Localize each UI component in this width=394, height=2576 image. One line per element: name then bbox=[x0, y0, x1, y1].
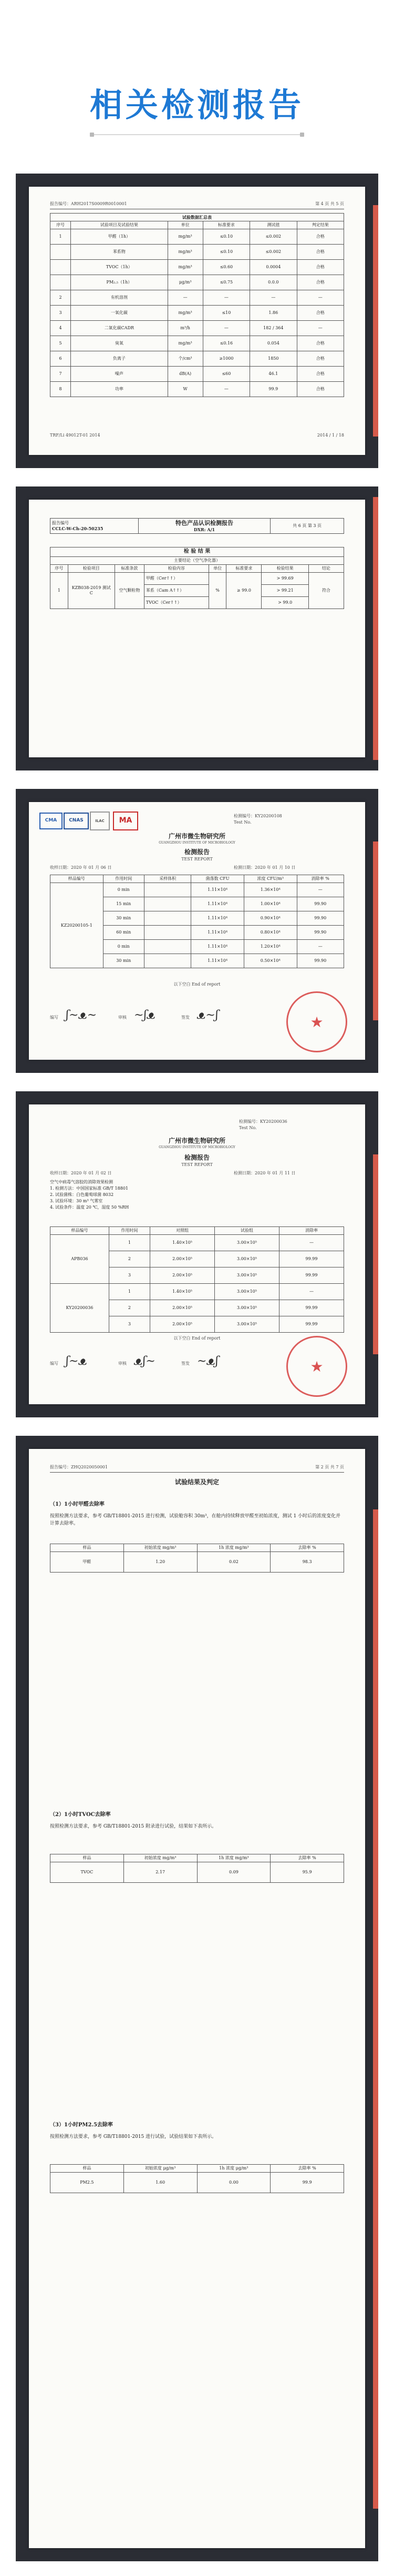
table-cell: 99.90 bbox=[297, 897, 344, 911]
table-cell: 1.86 bbox=[250, 306, 297, 321]
column-header: 序号 bbox=[50, 564, 68, 572]
table-cell: — bbox=[203, 290, 250, 306]
table-cell bbox=[50, 275, 71, 290]
table-cell: 99.99 bbox=[279, 1300, 344, 1316]
section-title: 检 验 结 果 bbox=[50, 547, 344, 557]
table-cell: 5 bbox=[50, 336, 71, 351]
table-cell: — bbox=[279, 1284, 344, 1300]
table-cell: 6 bbox=[50, 351, 71, 367]
table-cell: 1 bbox=[109, 1235, 150, 1251]
row-line-2: 苯系（Cam A↑↑） bbox=[144, 585, 209, 597]
table-cell: 1.00×10⁴ bbox=[244, 897, 297, 911]
table-cell: 功率 bbox=[71, 382, 168, 397]
table-cell: 0 min bbox=[103, 940, 144, 954]
table-cell bbox=[50, 245, 71, 260]
sign-label-approver: 签发 bbox=[181, 1361, 190, 1366]
result-table bbox=[50, 2164, 344, 2193]
column-header: 采样体积 bbox=[144, 875, 191, 883]
subsection-heading: （2）1小时TVOC去除率 bbox=[50, 1812, 111, 1818]
test-number: 检测编号：KY20200036 bbox=[239, 1119, 287, 1124]
table-cell: μg/m³ bbox=[168, 275, 203, 290]
table-cell: ≤10 bbox=[203, 306, 250, 321]
tested-date: 检测日期：2020 年 01 月 11 日 bbox=[234, 1171, 296, 1175]
section-title: 试验结果及判定 bbox=[174, 1478, 219, 1486]
signature: ʃ~ᴥ~ bbox=[66, 1009, 97, 1022]
summary-table bbox=[50, 213, 344, 397]
table-cell: — bbox=[297, 290, 344, 306]
column-header: 标准要求 bbox=[226, 564, 262, 572]
official-seal: ★ bbox=[286, 991, 347, 1052]
table-cell: 1 bbox=[109, 1284, 150, 1300]
table-cell: 1.20 bbox=[123, 1552, 197, 1573]
table-cell: TVOC bbox=[50, 1862, 124, 1883]
table-cell: 2 bbox=[109, 1300, 150, 1316]
received-date: 收样日期：2020 年 01 月 02 日 bbox=[50, 1171, 112, 1175]
table-cell: 99.90 bbox=[297, 926, 344, 940]
table-cell: 合格 bbox=[297, 351, 344, 367]
table-cell: 0.80×10⁴ bbox=[244, 926, 297, 940]
table-cell: 4 bbox=[50, 321, 71, 336]
test-info bbox=[50, 1179, 129, 1211]
table-cell: TVOC（1h） bbox=[71, 260, 168, 275]
ilac-logo: ILAC bbox=[90, 812, 110, 830]
column-header: 消除率 % bbox=[297, 875, 344, 883]
table-cell: PM2.5 bbox=[50, 2173, 124, 2193]
table-cell: 0.054 bbox=[250, 336, 297, 351]
table-cell: 合格 bbox=[297, 336, 344, 351]
row-lines bbox=[144, 572, 209, 608]
table-cell: 合格 bbox=[297, 275, 344, 290]
table-row bbox=[50, 1235, 344, 1251]
table-cell: PM₂.₅（1h） bbox=[71, 275, 168, 290]
table-cell: W bbox=[168, 382, 203, 397]
subsection-heading: （3）1小时PM2.5去除率 bbox=[50, 2122, 113, 2128]
table-cell: 0.90×10⁴ bbox=[244, 911, 297, 926]
row-item: KZB038-2019 测试 C bbox=[68, 572, 115, 608]
column-header: 样品编号 bbox=[50, 1227, 109, 1235]
table-row bbox=[50, 367, 344, 382]
binding-stripe bbox=[373, 1509, 378, 2509]
row-line-3: TVOC（Cer↑↑） bbox=[146, 600, 182, 605]
table-cell: — bbox=[297, 940, 344, 954]
column-header: 作用时间 bbox=[103, 875, 144, 883]
table-cell: ≤0.002 bbox=[250, 229, 297, 245]
column-header: 去除率 % bbox=[271, 1544, 344, 1552]
column-header: 样品编号 bbox=[50, 875, 103, 883]
institute-name-en: GUANGZHOU INSTITUTE OF MICROBIOLOGY bbox=[159, 1145, 235, 1149]
table-cell: 有机溶剂 bbox=[71, 290, 168, 306]
table-cell: ≤0.16 bbox=[203, 336, 250, 351]
table-cell: 0 min bbox=[103, 883, 144, 897]
table-cell: 1.11×10⁴ bbox=[191, 883, 244, 897]
info-line: 空气中病毒气溶胶的消除效果检测 bbox=[50, 1180, 113, 1184]
row-clause: 空气颗粒物 bbox=[115, 572, 144, 608]
table-cell: 合格 bbox=[297, 367, 344, 382]
table-cell-empty bbox=[144, 911, 191, 926]
column-header: 去除率 % bbox=[271, 2165, 344, 2173]
table-cell: 苯系物 bbox=[71, 245, 168, 260]
info-line: 4. 试验条件：温度 20 ℃，湿度 50 %RH bbox=[50, 1205, 129, 1210]
column-header: 1h 浓度 mg/m³ bbox=[197, 1544, 271, 1552]
table-row bbox=[50, 229, 344, 245]
report-subtitle: DXR: A/1 bbox=[193, 526, 215, 532]
subsection-heading: （1）1小时甲醛去除率 bbox=[50, 1502, 105, 1507]
table-cell: 2.00×10⁵ bbox=[150, 1251, 215, 1267]
column-header: 菌落数 CFU bbox=[191, 875, 244, 883]
table-cell: 0.09 bbox=[197, 1862, 271, 1883]
table-cell: mg/m³ bbox=[168, 260, 203, 275]
info-line: 1. 检测方法：中国国家标准 GB/T 18801 bbox=[50, 1186, 129, 1191]
column-header: 单位 bbox=[209, 564, 226, 572]
table-cell: ≤60 bbox=[203, 367, 250, 382]
table-row bbox=[50, 336, 344, 351]
report-panel-1 bbox=[16, 174, 378, 468]
table-row bbox=[50, 382, 344, 397]
report-number: 报告编号：ZHQ2020050001 bbox=[50, 1465, 108, 1469]
table-cell: 0.02 bbox=[197, 1552, 271, 1573]
table-cell: 30 min bbox=[103, 911, 144, 926]
table-cell: 3.00×10⁵ bbox=[215, 1300, 279, 1316]
page-title: 相关检测报告 bbox=[89, 86, 304, 124]
column-header: 作用时间 bbox=[109, 1227, 150, 1235]
table-cell: 60 min bbox=[103, 926, 144, 940]
sample-id: KZ20200105-1 bbox=[50, 883, 103, 968]
report-number: CCLC-W-Ch-20-50235 bbox=[52, 525, 103, 531]
row-conclusion: 符合 bbox=[308, 572, 344, 608]
column-header: 判定结果 bbox=[297, 221, 344, 229]
row-result-3: > 99.0 bbox=[278, 600, 293, 605]
result-table bbox=[50, 547, 344, 609]
column-header: 样品 bbox=[50, 2165, 124, 2173]
page-number: 第 2 页 共 7 页 bbox=[315, 1465, 344, 1469]
table-cell: 合格 bbox=[297, 306, 344, 321]
sign-label-reviewer: 审核 bbox=[118, 1361, 127, 1366]
table-cell: m³/h bbox=[168, 321, 203, 336]
form-code: TRF/Li 49012T-01 2014 bbox=[50, 433, 100, 438]
report-number: 报告编号：ARH2017S0009R0010001 bbox=[50, 201, 127, 206]
table-cell: 1.11×10⁴ bbox=[191, 911, 244, 926]
report-title-en: TEST REPORT bbox=[181, 857, 213, 861]
sign-label-writer: 编写 bbox=[50, 1015, 58, 1020]
table-cell: 99.99 bbox=[279, 1316, 344, 1333]
table-cell: 99.90 bbox=[297, 954, 344, 968]
table-cell: 1.60 bbox=[123, 2173, 197, 2193]
table-cell: 噪声 bbox=[71, 367, 168, 382]
column-header: 检验项目 bbox=[68, 564, 115, 572]
table-cell: 1.20×10⁴ bbox=[244, 940, 297, 954]
report-header-table bbox=[50, 518, 344, 534]
report-sheet-3 bbox=[29, 802, 365, 1060]
group-name: KY20200036 bbox=[50, 1284, 109, 1333]
institute-name-en: GUANGZHOU INSTITUTE OF MICROBIOLOGY bbox=[159, 841, 235, 845]
column-header: 序号 bbox=[50, 221, 71, 229]
table-cell: 一氧化碳 bbox=[71, 306, 168, 321]
row-req: ≥ 99.0 bbox=[226, 572, 262, 608]
report-sheet-5 bbox=[29, 1449, 365, 2548]
column-header: 初始浓度 mg/m³ bbox=[123, 1854, 197, 1862]
table-cell: 合格 bbox=[297, 260, 344, 275]
report-title-en: TEST REPORT bbox=[181, 1162, 213, 1167]
title-divider bbox=[92, 134, 302, 135]
section-subtitle: 主要结论（空气净化器） bbox=[50, 556, 344, 564]
column-header: 检验内容 bbox=[144, 564, 209, 572]
table-cell-empty bbox=[144, 883, 191, 897]
table-cell: 负离子 bbox=[71, 351, 168, 367]
column-header: 样品 bbox=[50, 1544, 124, 1552]
table-cell: 甲醛（1h） bbox=[71, 229, 168, 245]
table-cell: — bbox=[250, 290, 297, 306]
test-table bbox=[50, 875, 344, 968]
table-cell: ≤0.10 bbox=[203, 245, 250, 260]
test-number: 检测编号：KY20200108 bbox=[234, 814, 282, 818]
table-cell: 1.11×10⁴ bbox=[191, 926, 244, 940]
info-line: 2. 试验菌株：白色葡萄球菌 8032 bbox=[50, 1192, 114, 1197]
table-cell: 合格 bbox=[297, 245, 344, 260]
table-cell: 0.0.0 bbox=[250, 275, 297, 290]
table-cell: 7 bbox=[50, 367, 71, 382]
table-cell: ≤0.10 bbox=[203, 229, 250, 245]
table-cell: ≤0.60 bbox=[203, 260, 250, 275]
table-cell: — bbox=[168, 290, 203, 306]
table-cell: 二氧化碳CADR bbox=[71, 321, 168, 336]
table-row bbox=[50, 1862, 344, 1883]
table-cell: 8 bbox=[50, 382, 71, 397]
table-cell-empty bbox=[144, 897, 191, 911]
binding-stripe bbox=[373, 497, 378, 760]
column-header: 样品 bbox=[50, 1854, 124, 1862]
table-cell: 2.00×10⁵ bbox=[150, 1316, 215, 1333]
table-cell: 99.99 bbox=[279, 1267, 344, 1284]
table-cell: 3.00×10⁵ bbox=[215, 1251, 279, 1267]
table-row bbox=[50, 2173, 344, 2193]
table-row bbox=[50, 321, 344, 336]
table-cell: mg/m³ bbox=[168, 336, 203, 351]
report-title: 检测报告 bbox=[184, 848, 210, 856]
table-cell-empty bbox=[144, 954, 191, 968]
table-cell: 臭氧 bbox=[71, 336, 168, 351]
official-seal: ★ bbox=[286, 1336, 347, 1397]
table-row bbox=[50, 245, 344, 260]
column-header: 对照组 bbox=[150, 1227, 215, 1235]
table-cell: 甲醛 bbox=[50, 1552, 124, 1573]
column-header: 试验组 bbox=[215, 1227, 279, 1235]
table-cell: 3.00×10⁵ bbox=[215, 1284, 279, 1300]
table-cell: 合格 bbox=[297, 229, 344, 245]
table-cell: 1 bbox=[50, 229, 71, 245]
table-row bbox=[50, 275, 344, 290]
table-cell-empty bbox=[144, 940, 191, 954]
table-cell: dB(A) bbox=[168, 367, 203, 382]
table-cell: — bbox=[297, 321, 344, 336]
binding-stripe bbox=[373, 205, 378, 437]
column-header: 去除率 % bbox=[271, 1854, 344, 1862]
table-cell: — bbox=[203, 382, 250, 397]
cnas-logo: CNAS bbox=[64, 813, 89, 829]
test-number-en: Test No. bbox=[239, 1125, 257, 1130]
sign-label-reviewer: 审核 bbox=[118, 1015, 127, 1020]
signature: ᴥ~ʃ bbox=[197, 1009, 219, 1022]
table-cell: 95.9 bbox=[271, 1862, 344, 1883]
ma-logo: MA bbox=[113, 812, 138, 830]
subsection-text: 按照检测方法要求，参考 GB/T18801-2015 进行试验，试验结果如下表所示。 bbox=[50, 2134, 217, 2139]
cma-logo: CMA bbox=[39, 813, 63, 829]
tested-date: 检测日期：2020 年 01 月 10 日 bbox=[234, 865, 296, 870]
table-row bbox=[50, 1284, 344, 1300]
report-panel-4 bbox=[16, 1091, 378, 1417]
row-no: 1 bbox=[50, 572, 68, 608]
row-line-1: 甲醛（Cer↑↑） bbox=[144, 573, 209, 585]
report-panel-5 bbox=[16, 1436, 378, 2561]
table-cell: 1.36×10⁴ bbox=[244, 883, 297, 897]
sign-label-approver: 签发 bbox=[181, 1015, 190, 1020]
page-number: 第 4 页 共 5 页 bbox=[315, 201, 344, 206]
column-header: 结论 bbox=[308, 564, 344, 572]
table-row bbox=[50, 290, 344, 306]
table-cell: 3 bbox=[109, 1267, 150, 1284]
table-row bbox=[50, 1552, 344, 1573]
table-row bbox=[50, 306, 344, 321]
table-cell: mg/m³ bbox=[168, 229, 203, 245]
signature: ~ᴥʃ bbox=[197, 1355, 219, 1368]
signature: ~ʃᴥ bbox=[134, 1009, 155, 1022]
table-cell: 99.99 bbox=[279, 1251, 344, 1267]
table-cell: ≥1000 bbox=[203, 351, 250, 367]
result-table bbox=[50, 1854, 344, 1883]
table-cell: 99.9 bbox=[271, 2173, 344, 2193]
test-number-en: Test No. bbox=[234, 820, 252, 825]
table-title: 试验数据汇总表 bbox=[50, 214, 344, 221]
received-date: 收样日期：2020 年 01 月 06 日 bbox=[50, 865, 112, 870]
table-cell: 1.40×10⁵ bbox=[150, 1235, 215, 1251]
institute-name: 广州市微生物研究所 bbox=[168, 833, 225, 840]
row-results bbox=[262, 572, 308, 608]
form-date: 2014 / 1 / 18 bbox=[317, 433, 344, 438]
column-header: 1h 浓度 mg/m³ bbox=[197, 1854, 271, 1862]
column-header: 标准要求 bbox=[203, 221, 250, 229]
subsection-text: 按照检测方法要求，参考 GB/T18801-2015 进行检测，试验舱容积 30m³，在舱内持续释放甲醛至初始浓度，测试 1 小时后的浓度变化并计算去除率。 bbox=[50, 1514, 341, 1526]
table-cell: ≤0.75 bbox=[203, 275, 250, 290]
table-cell: 3 bbox=[109, 1316, 150, 1333]
report-sheet-2 bbox=[29, 500, 365, 757]
table-cell: 30 min bbox=[103, 954, 144, 968]
column-header: 消除率 bbox=[279, 1227, 344, 1235]
signature: ʃ~ᴥ bbox=[66, 1355, 87, 1368]
table-cell: 1.40×10⁵ bbox=[150, 1284, 215, 1300]
report-sheet-4 bbox=[29, 1104, 365, 1404]
column-header: 初始浓度 mg/m³ bbox=[123, 1544, 197, 1552]
column-header: 初始浓度 μg/m³ bbox=[123, 2165, 197, 2173]
table-cell: 15 min bbox=[103, 897, 144, 911]
subsection-text: 按照检测方法要求，参考 GB/T18801-2015 附录进行试验，结果如下表所示。 bbox=[50, 1824, 217, 1829]
table-cell-empty bbox=[144, 926, 191, 940]
table-cell: 99.9 bbox=[250, 382, 297, 397]
table-cell: 99.90 bbox=[297, 911, 344, 926]
table-cell bbox=[50, 260, 71, 275]
table-row bbox=[50, 883, 344, 897]
table-cell: mg/m³ bbox=[168, 245, 203, 260]
table-cell: 3.00×10⁵ bbox=[215, 1316, 279, 1333]
table-cell: 3.00×10⁵ bbox=[215, 1235, 279, 1251]
table-cell: 3.00×10⁵ bbox=[215, 1267, 279, 1284]
table-cell: 2.17 bbox=[123, 1862, 197, 1883]
column-header: 单位 bbox=[168, 221, 203, 229]
report-sheet-1 bbox=[29, 187, 365, 455]
table-cell: 2.00×10⁵ bbox=[150, 1300, 215, 1316]
table-cell: 0.0004 bbox=[250, 260, 297, 275]
table-cell: 3 bbox=[50, 306, 71, 321]
table-cell: 2.00×10⁵ bbox=[150, 1267, 215, 1284]
table-cell: 0.00 bbox=[197, 2173, 271, 2193]
column-header: 1h 浓度 μg/m³ bbox=[197, 2165, 271, 2173]
test-table bbox=[50, 1226, 344, 1333]
report-number-label: 报告编号 bbox=[52, 520, 69, 525]
column-header: 浓度 CFU/m³ bbox=[244, 875, 297, 883]
signature: ᴥʃ~ bbox=[134, 1355, 155, 1368]
page-number: 共 6 页 第 3 页 bbox=[271, 519, 344, 534]
table-cell: 1.11×10⁴ bbox=[191, 954, 244, 968]
table-cell: 1.11×10⁴ bbox=[191, 940, 244, 954]
report-title: 检测报告 bbox=[184, 1154, 210, 1161]
page-header bbox=[0, 0, 394, 168]
report-panel-3 bbox=[16, 789, 378, 1073]
report-title: 特色产品认识检测报告 bbox=[175, 520, 233, 526]
table-cell: 2 bbox=[109, 1251, 150, 1267]
row-result-2: > 99.21 bbox=[262, 585, 308, 597]
table-row bbox=[50, 351, 344, 367]
column-header: 测试值 bbox=[250, 221, 297, 229]
table-cell: 合格 bbox=[297, 382, 344, 397]
table-cell: 个/cm³ bbox=[168, 351, 203, 367]
end-of-report: 以下空白 End of report bbox=[173, 982, 221, 987]
column-header: 试验项目及试验结果 bbox=[71, 221, 168, 229]
table-cell: ≤0.002 bbox=[250, 245, 297, 260]
end-of-report: 以下空白 End of report bbox=[173, 1336, 221, 1341]
table-row bbox=[50, 260, 344, 275]
table-cell: mg/m³ bbox=[168, 306, 203, 321]
info-line: 3. 试验环境：30 m³ 气雾室 bbox=[50, 1199, 103, 1203]
table-cell: — bbox=[203, 321, 250, 336]
table-cell: — bbox=[297, 883, 344, 897]
table-cell: 1.11×10⁴ bbox=[191, 897, 244, 911]
column-header: 标准条款 bbox=[115, 564, 144, 572]
table-cell: 1850 bbox=[250, 351, 297, 367]
row-result-1: > 99.69 bbox=[262, 573, 308, 585]
table-cell: 46.1 bbox=[250, 367, 297, 382]
binding-stripe bbox=[373, 841, 378, 1020]
row-unit: % bbox=[209, 572, 226, 608]
table-cell: 0.50×10⁴ bbox=[244, 954, 297, 968]
group-name: APB036 bbox=[50, 1235, 109, 1284]
report-panel-2 bbox=[16, 486, 378, 770]
result-table bbox=[50, 1544, 344, 1573]
column-header: 检验结果 bbox=[262, 564, 308, 572]
institute-name: 广州市微生物研究所 bbox=[168, 1137, 225, 1144]
table-cell: 2 bbox=[50, 290, 71, 306]
binding-stripe bbox=[373, 1154, 378, 1354]
table-cell: 182 / 364 bbox=[250, 321, 297, 336]
sign-label-writer: 编写 bbox=[50, 1361, 58, 1366]
table-cell: 98.3 bbox=[271, 1552, 344, 1573]
table-cell: — bbox=[279, 1235, 344, 1251]
